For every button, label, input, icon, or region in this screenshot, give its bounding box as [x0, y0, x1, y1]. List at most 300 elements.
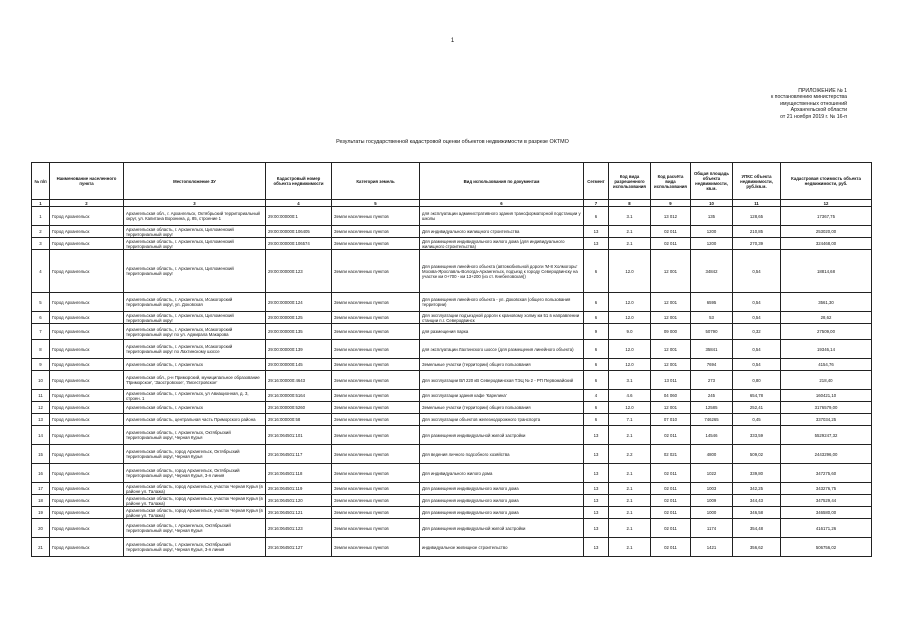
table-cell: 35841 — [691, 340, 733, 359]
table-cell: 342,25 — [733, 483, 781, 495]
table-cell: 29:16:064501:119 — [266, 483, 332, 495]
column-header: Код расчёта вида использования — [651, 163, 691, 200]
table-cell: 0,80 — [733, 371, 781, 390]
table-row — [32, 538, 872, 557]
table-cell: Земли населенных пунктов — [332, 312, 420, 324]
appendix-line: имущественных отношений — [780, 100, 847, 107]
table-cell: 12 001 — [651, 293, 691, 312]
table-cell: 0,54 — [733, 293, 781, 312]
column-number: 9 — [651, 200, 691, 207]
table-cell: Земли населенных пунктов — [332, 483, 420, 495]
table-cell: для эксплуатации Лахтинского шоссе (для размещения линейного объекта) — [420, 340, 584, 359]
column-header: Код вида разрешенного использования — [609, 163, 651, 200]
valuation-table — [31, 162, 872, 557]
table-cell: 2.1 — [609, 226, 651, 238]
table-cell: 13 — [584, 464, 609, 483]
table-cell: 2.1 — [609, 238, 651, 250]
table-cell: 11 — [32, 390, 50, 402]
table-cell: Город Архангельск — [50, 340, 124, 359]
table-cell: 5 — [32, 293, 50, 312]
table-cell: 7 — [32, 324, 50, 340]
table-cell: 02 011 — [651, 238, 691, 250]
table-cell: 654,78 — [733, 390, 781, 402]
table-row — [32, 519, 872, 538]
table-cell: Архангельская область, г. Архангельск, Исакогорский территориальный округ по Лахтинскому шоссе — [124, 340, 266, 359]
table-cell: 2443296,00 — [781, 445, 872, 464]
table-cell: 50790 — [691, 324, 733, 340]
table-cell: Город Архангельск — [50, 324, 124, 340]
table-cell: Архангельская область, г. Архангельск, Цигломенский территориальный округ — [124, 226, 266, 238]
table-cell: Для размещения индивидуальной жилой застройки — [420, 426, 584, 445]
table-cell: 6 — [584, 414, 609, 426]
table-cell: 2.1 — [609, 483, 651, 495]
table-cell: 17367,75 — [781, 207, 872, 226]
table-row — [32, 414, 872, 426]
table-cell: 17 — [32, 483, 50, 495]
table-cell: 210,85 — [733, 226, 781, 238]
table-cell: Для индивидуального жилого дома — [420, 464, 584, 483]
table-cell: 0,32 — [733, 324, 781, 340]
table-cell: 0,54 — [733, 250, 781, 293]
table-cell: 13 — [584, 238, 609, 250]
column-header: Вид использования по документам — [420, 163, 584, 200]
table-cell: 3.1 — [609, 371, 651, 390]
table-cell: 02 011 — [651, 426, 691, 445]
table-cell: Для размещения индивидуальной жилой застройки — [420, 519, 584, 538]
table-cell: 347529,44 — [781, 495, 872, 507]
table-cell: Земли населенных пунктов — [332, 495, 420, 507]
table-row — [32, 483, 872, 495]
table-cell: Земли населенных пунктов — [332, 226, 420, 238]
column-number: 7 — [584, 200, 609, 207]
table-cell: 6 — [584, 359, 609, 371]
table-cell: 2.1 — [609, 426, 651, 445]
table-cell: Архангельская область, г. Архангельск — [124, 402, 266, 414]
table-cell: Земли населенных пунктов — [332, 507, 420, 519]
table-cell: 1200 — [691, 238, 733, 250]
table-cell: Город Архангельск — [50, 507, 124, 519]
table-cell: 29:00:000000:139 — [266, 340, 332, 359]
table-cell: Для размещения индивидуального жилого дома — [420, 495, 584, 507]
table-cell: 02 011 — [651, 519, 691, 538]
table-cell: 29:16:064501:121 — [266, 507, 332, 519]
table-cell: Город Архангельск — [50, 414, 124, 426]
column-header: Общая площадь объекта недвижимости, кв.м. — [691, 163, 733, 200]
table-cell: 29:00:000000:145 — [266, 359, 332, 371]
table-cell: 0,54 — [733, 359, 781, 371]
table-cell: Для размещения индивидуального жилого дома (для индивидуального жилищного строительства) — [420, 238, 584, 250]
table-cell: Город Архангельск — [50, 445, 124, 464]
table-cell: 13 — [584, 495, 609, 507]
column-number: 4 — [266, 200, 332, 207]
table-cell: 1022 — [691, 464, 733, 483]
table-cell: 29:16:000000:58 — [266, 414, 332, 426]
table-cell: Архангельская область, г. Архангельск — [124, 359, 266, 371]
table-cell: Архангельская область, г. Архангельск, Октябрьский территориальный округ, Черная Курья, 3-я линия — [124, 538, 266, 557]
header-row — [32, 163, 872, 200]
table-cell: 29:00:000000:125 — [266, 312, 332, 324]
table-row — [32, 402, 872, 414]
table-cell: 6 — [584, 293, 609, 312]
table-cell: Для индивидуального жилищного строительства — [420, 226, 584, 238]
table-row — [32, 312, 872, 324]
table-cell: 343276,75 — [781, 483, 872, 495]
table-cell: Земли населенных пунктов — [332, 250, 420, 293]
table-cell: 6 — [584, 312, 609, 324]
table-cell: 8 — [32, 340, 50, 359]
table-cell: 29:16:000000:5164 — [266, 390, 332, 402]
table-cell: 128,65 — [733, 207, 781, 226]
table-cell: 13 — [584, 445, 609, 464]
table-body — [32, 207, 872, 557]
table-cell: Для размещения линейного объекта - ул. Доковская (общего пользования территории) — [420, 293, 584, 312]
column-header: Сегмент — [584, 163, 609, 200]
table-cell: 347275,60 — [781, 464, 872, 483]
table-cell: 02 011 — [651, 538, 691, 557]
table-row — [32, 359, 872, 371]
table-cell: 9.0 — [609, 324, 651, 340]
table-cell: Архангельская обл., р-н Приморский, муниципальное образование 'Приморское', 'Заостровское', 'Лисестровское' — [124, 371, 266, 390]
table-cell: 02 011 — [651, 226, 691, 238]
table-cell: 29:00:000000:106574 — [266, 238, 332, 250]
table-cell: Город Архангельск — [50, 226, 124, 238]
table-cell: 29:16:000000:4643 — [266, 371, 332, 390]
table-cell: 13 — [584, 538, 609, 557]
table-cell: 245 — [691, 390, 733, 402]
table-cell: 339,80 — [733, 464, 781, 483]
table-cell: 2.1 — [609, 538, 651, 557]
table-cell: 02 011 — [651, 495, 691, 507]
table-cell: 21 — [32, 538, 50, 557]
table-cell: Земельные участки (территории) общего пользования — [420, 402, 584, 414]
table-cell: Земли населенных пунктов — [332, 207, 420, 226]
table-cell: Земли населенных пунктов — [332, 359, 420, 371]
table-cell: Для эксплуатации объектов железнодорожного транспорта — [420, 414, 584, 426]
document-title: Результаты государственной кадастровой оценки объектов недвижимости в разрезе ОКТМО — [336, 139, 569, 145]
table-cell: Архангельская область, г. Архангельск, Цигломенский территориальный округ — [124, 312, 266, 324]
table-cell: 13 — [32, 414, 50, 426]
table-cell: 12.0 — [609, 250, 651, 293]
column-header: Кадастровый номер объекта недвижимости — [266, 163, 332, 200]
table-cell: 29:16:064501:120 — [266, 495, 332, 507]
table-cell: для эксплуатации административного здания трансформаторной подстанции у школы — [420, 207, 584, 226]
table-cell: 29:16:000000:5260 — [266, 402, 332, 414]
table-cell: Земли населенных пунктов — [332, 402, 420, 414]
table-cell: 13 — [584, 426, 609, 445]
column-header: УПКС объекта недвижимости, руб./кв.м. — [733, 163, 781, 200]
table-cell: 6 — [584, 402, 609, 414]
table-cell: 12 001 — [651, 402, 691, 414]
table-cell: 7.1 — [609, 414, 651, 426]
table-cell: 356,62 — [733, 538, 781, 557]
table-cell: 746265 — [691, 414, 733, 426]
table-cell: Архангельская область, г. Архангельск, ул Авиационная, д. 3, строен. 1 — [124, 390, 266, 402]
table-cell: 1000 — [691, 507, 733, 519]
table-cell: Земли населенных пунктов — [332, 426, 420, 445]
table-cell: 19 — [32, 507, 50, 519]
column-number: 12 — [781, 200, 872, 207]
table-cell: Земли населенных пунктов — [332, 519, 420, 538]
table-cell: Город Архангельск — [50, 371, 124, 390]
table-cell: Город Архангельск — [50, 390, 124, 402]
table-row — [32, 390, 872, 402]
table-cell: 12 — [32, 402, 50, 414]
table-cell: 2 — [32, 226, 50, 238]
table-cell: 13 — [584, 507, 609, 519]
table-cell: 13 011 — [651, 371, 691, 390]
table-cell: 2.1 — [609, 507, 651, 519]
table-cell: Для размещения линейного объекта (автомобильной дороги 'М-8 Холмогоры' Москва-Ярославль-Вологда-Архангельск, подъезд к городу Северодвинску на участке км 0+700 - км 13+200 (из ст. Кнебеловская)) — [420, 250, 584, 293]
appendix-block — [727, 88, 847, 120]
table-cell: 29:16:064501:117 — [266, 445, 332, 464]
table-cell: Земли населенных пунктов — [332, 293, 420, 312]
column-number: 3 — [124, 200, 266, 207]
table-cell: 12.0 — [609, 312, 651, 324]
appendix-line: от 21 ноября 2019 г. № 16-п — [780, 113, 847, 120]
table-row — [32, 495, 872, 507]
table-cell: 6 — [584, 207, 609, 226]
table-cell: 18814,68 — [781, 250, 872, 293]
table-cell: 19346,14 — [781, 340, 872, 359]
table-cell: 20 — [32, 519, 50, 538]
table-cell: 12.0 — [609, 340, 651, 359]
table-cell: Земли населенных пунктов — [332, 538, 420, 557]
column-number: 1 — [32, 200, 50, 207]
table-row — [32, 207, 872, 226]
table-cell: 1174 — [691, 519, 733, 538]
table-cell: 13 — [584, 483, 609, 495]
table-cell: 273 — [691, 371, 733, 390]
table-cell: 506756,02 — [781, 538, 872, 557]
table-cell: 9 — [584, 324, 609, 340]
table-cell: 4800 — [691, 445, 733, 464]
appendix-line: Архангельской области — [790, 107, 847, 114]
table-cell: 2.1 — [609, 519, 651, 538]
column-number-row — [32, 200, 872, 207]
table-cell: 18 — [32, 495, 50, 507]
table-cell: 3 — [32, 238, 50, 250]
table-cell: 12.0 — [609, 293, 651, 312]
table-cell: 1 — [32, 207, 50, 226]
table-cell: Архангельская область, г. Архангельск, Исакогорский территориальный округ, ул. Доковская — [124, 293, 266, 312]
table-cell: 160421,10 — [781, 390, 872, 402]
table-cell: 5529247,32 — [781, 426, 872, 445]
table-cell: Город Архангельск — [50, 464, 124, 483]
table-cell: 218,40 — [781, 371, 872, 390]
table-cell: 29:16:064501:127 — [266, 538, 332, 557]
table-cell: 9 — [32, 359, 50, 371]
column-number: 6 — [420, 200, 584, 207]
column-number: 5 — [332, 200, 420, 207]
appendix-line: к постановлению министерства — [770, 94, 847, 101]
table-cell: Архангельская область, г. Архангельск, Цигломенский территориальный округ — [124, 250, 266, 293]
table-cell: 29:00:000000:124 — [266, 293, 332, 312]
table-cell: 29:16:064501:123 — [266, 519, 332, 538]
table-cell: Земельные участки (территории) общего пользования — [420, 359, 584, 371]
table-cell: 6 — [584, 340, 609, 359]
table-row — [32, 340, 872, 359]
table-cell: 2.2 — [609, 445, 651, 464]
table-cell: 53 — [691, 312, 733, 324]
table-cell: 12 001 — [651, 359, 691, 371]
table-cell: 14546 — [691, 426, 733, 445]
table-cell: индивидуальное жилищное строительство — [420, 538, 584, 557]
table-cell: 6595 — [691, 293, 733, 312]
table-cell: Земли населенных пунктов — [332, 371, 420, 390]
table-cell: 2.1 — [609, 495, 651, 507]
table-cell: 09 000 — [651, 324, 691, 340]
column-number: 11 — [733, 200, 781, 207]
table-cell: 10 — [32, 371, 50, 390]
table-cell: Город Архангельск — [50, 538, 124, 557]
table-cell: Архангельская обл., г. Архангельск, Октябрьский территориальный округ, ул. Капитана Воронина, д. 85, строение 1 — [124, 207, 266, 226]
table-row — [32, 226, 872, 238]
table-cell: Архангельская область, город Архангельск, участок Черная Курья (в районе ул. Талажа) — [124, 507, 266, 519]
table-cell: 29:16:064501:101 — [266, 426, 332, 445]
table-cell: 0,54 — [733, 340, 781, 359]
table-cell: 253020,00 — [781, 226, 872, 238]
column-header: Наименование населенного пункта — [50, 163, 124, 200]
column-header: № п/п — [32, 163, 50, 200]
table-cell: Земли населенных пунктов — [332, 340, 420, 359]
table-cell: 4.6 — [609, 390, 651, 402]
table-cell: Архангельская область, центральная часть Приморского района — [124, 414, 266, 426]
table-cell: 29:16:064501:118 — [266, 464, 332, 483]
table-cell: 15 — [32, 445, 50, 464]
table-cell: 12585 — [691, 402, 733, 414]
table-cell: 29:00:000000:1 — [266, 207, 332, 226]
table-cell: 7694 — [691, 359, 733, 371]
table-cell: 346580,00 — [781, 507, 872, 519]
table-row — [32, 445, 872, 464]
table-cell: 4 — [32, 250, 50, 293]
table-cell: 3.1 — [609, 207, 651, 226]
table-cell: Для размещения индивидуального жилого дома — [420, 483, 584, 495]
table-cell: Земли населенных пунктов — [332, 464, 420, 483]
table-cell: 02 011 — [651, 507, 691, 519]
table-row — [32, 507, 872, 519]
table-cell: 14 — [32, 426, 50, 445]
table-row — [32, 250, 872, 293]
table-cell: 416171,26 — [781, 519, 872, 538]
table-cell: 12 001 — [651, 312, 691, 324]
table-cell: Земли населенных пунктов — [332, 414, 420, 426]
column-header: Категория земель — [332, 163, 420, 200]
table-cell: Город Архангельск — [50, 519, 124, 538]
table-cell: Для эксплуатации ВЛ 220 кВ Северодвинская ТЭЦ № 2 - РП Первомайский — [420, 371, 584, 390]
table-cell: 252,41 — [733, 402, 781, 414]
table-cell: 1421 — [691, 538, 733, 557]
table-cell: Архангельская область, г. Архангельск, Октябрьский территориальный округ, Черная Курья — [124, 426, 266, 445]
column-number: 8 — [609, 200, 651, 207]
table-cell: 2.1 — [609, 464, 651, 483]
table-cell: Город Архангельск — [50, 312, 124, 324]
table-cell: Город Архангельск — [50, 250, 124, 293]
table-row — [32, 426, 872, 445]
column-number: 2 — [50, 200, 124, 207]
table-cell: 0,54 — [733, 312, 781, 324]
table-cell: Город Архангельск — [50, 402, 124, 414]
table-cell: Архангельская область, г. Архангельск, Цигломенский территориальный округ — [124, 238, 266, 250]
table-row — [32, 238, 872, 250]
table-cell: Земли населенных пунктов — [332, 324, 420, 340]
column-header: Местоположение ЗУ — [124, 163, 266, 200]
table-cell: Для эксплуатации здания кафе 'Карелина' — [420, 390, 584, 402]
table-cell: Город Архангельск — [50, 359, 124, 371]
table-cell: 1200 — [691, 226, 733, 238]
table-cell: Архангельская область, город Архангельск, Октябрьский территориальный округ, Черная Курья, 3-я линия — [124, 464, 266, 483]
table-row — [32, 324, 872, 340]
table-cell: 270,39 — [733, 238, 781, 250]
table-cell: Земли населенных пунктов — [332, 238, 420, 250]
table-cell: 28,62 — [781, 312, 872, 324]
table-cell: 6 — [584, 371, 609, 390]
table-cell: Архангельская область, город Архангельск, участок Черная Курья (в районе ул. Талажа) — [124, 483, 266, 495]
table-cell: 13 — [584, 226, 609, 238]
table-cell: 02 011 — [651, 464, 691, 483]
table-cell: 3176579,00 — [781, 402, 872, 414]
table-cell: 12 001 — [651, 340, 691, 359]
table-cell: Для ведения личного подсобного хозяйства — [420, 445, 584, 464]
table-cell: 346,58 — [733, 507, 781, 519]
table-cell: Город Архангельск — [50, 426, 124, 445]
table-cell: 337034,25 — [781, 414, 872, 426]
table-cell: 324468,00 — [781, 238, 872, 250]
table-cell: Город Архангельск — [50, 238, 124, 250]
table-cell: 3561,30 — [781, 293, 872, 312]
table-cell: 1003 — [691, 483, 733, 495]
table-cell: Город Архангельск — [50, 207, 124, 226]
table-cell: Город Архангельск — [50, 495, 124, 507]
table-cell: Для эксплуатации подъездной дороги к крановому холму км 51 в направлении станции п.г. Северодвинск — [420, 312, 584, 324]
table-cell: 07 010 — [651, 414, 691, 426]
table-cell: 333,59 — [733, 426, 781, 445]
table-cell: Архангельская область, город Архангельск, участок Черная Курья (в районе ул. Талажа) — [124, 495, 266, 507]
table-cell: 27509,00 — [781, 324, 872, 340]
table-cell: Земли населенных пунктов — [332, 390, 420, 402]
page-number: 1 — [450, 38, 455, 44]
table-cell: 29:00:000000:135 — [266, 324, 332, 340]
table-cell: 13 — [584, 519, 609, 538]
table-cell: 6 — [32, 312, 50, 324]
table-cell: 04 060 — [651, 390, 691, 402]
table-cell: 509,02 — [733, 445, 781, 464]
appendix-line: ПРИЛОЖЕНИЕ № 1 — [798, 88, 847, 94]
table-cell: 135 — [691, 207, 733, 226]
table-cell: Архангельская область, г. Архангельск, Октябрьский территориальный округ, Черная Курья — [124, 519, 266, 538]
table-cell: Город Архангельск — [50, 483, 124, 495]
table-cell: Земли населенных пунктов — [332, 445, 420, 464]
table-cell: Архангельская область, г. Архангельск, Исакогорский территориальный округ по ул. Адмирала Макарова — [124, 324, 266, 340]
table-cell: 13 012 — [651, 207, 691, 226]
table-cell: 02 021 — [651, 445, 691, 464]
table-cell: 12.0 — [609, 359, 651, 371]
table-cell: 12 001 — [651, 250, 691, 293]
table-cell: 0,45 — [733, 414, 781, 426]
table-cell: 02 011 — [651, 483, 691, 495]
table-cell: для размещения парка — [420, 324, 584, 340]
table-row — [32, 293, 872, 312]
table-row — [32, 371, 872, 390]
table-cell: 344,43 — [733, 495, 781, 507]
table-cell: Город Архангельск — [50, 293, 124, 312]
table-cell: 29:00:000000:106405 — [266, 226, 332, 238]
table-cell: 6 — [584, 250, 609, 293]
table-cell: 12.0 — [609, 402, 651, 414]
column-number: 10 — [691, 200, 733, 207]
table-cell: Архангельская область, город Архангельск, Октябрьский территориальный округ, Черная Курья — [124, 445, 266, 464]
table-cell: 29:00:000000:123 — [266, 250, 332, 293]
